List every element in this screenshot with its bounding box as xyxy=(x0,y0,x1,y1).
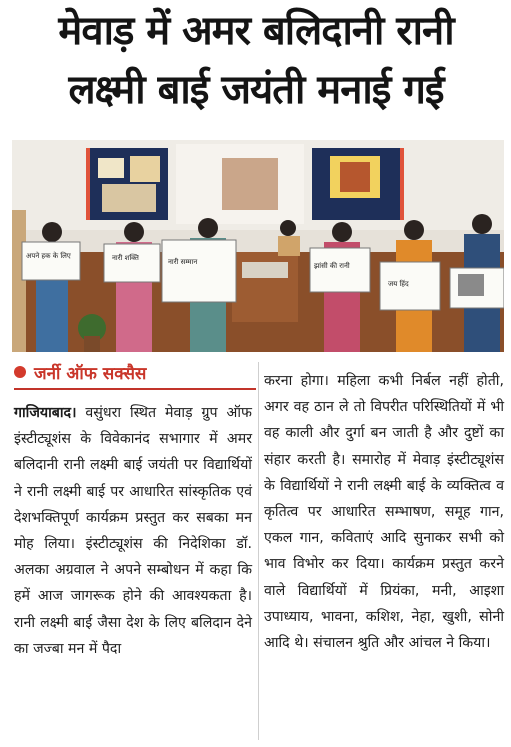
kicker-underline xyxy=(14,388,256,390)
article-body-2: करना होगा। महिला कभी निर्बल नहीं होती, अगर वह ठान ले तो विपरीत परिस्थितियों में भी वह काली और दुर्गा बन जाती है और दुष्टों का संहार करती है। समारोह में मेवाड़ इंस्टीट्यूशंस के विद्यार्थियों ने रानी लक्ष्मी बाई के व्यक्तित्व व कृतित्व पर आधारित सम्भाषण, समूह गान, एकल गान, कविताएं आदि सुनाकर सभी को भाव विभोर कर दिया। कार्यक्रम प्रस्तुत करने वाले विद्यार्थियों में प्रियंका, मनी, आइशा उपाध्याय, भावना, कशिश, नेहा, खुशी, सोनी आदि थे। संचालन श्रुति और आंचल ने किया। xyxy=(264,373,504,652)
article-paragraph-1 xyxy=(14,400,252,662)
section-kicker xyxy=(14,360,264,384)
placard-3-text: नारी सम्मान xyxy=(168,258,198,266)
news-photo xyxy=(12,140,504,352)
headline-line-2: लक्ष्मी बाई जयंती मनाई गई xyxy=(68,67,444,113)
placard-1-text: अपने हक के लिए xyxy=(26,252,71,260)
placard-2-text: नारी शक्ति xyxy=(112,254,139,262)
photo-illustration xyxy=(12,140,504,352)
bullet-dot-icon xyxy=(14,366,26,378)
article-column-2 xyxy=(264,368,504,656)
placard-4-text: झांसी की रानी xyxy=(314,262,350,270)
headline xyxy=(12,2,500,120)
kicker-label: जर्नी ऑफ सक्सैस xyxy=(34,363,147,384)
dateline: गाजियाबाद। xyxy=(14,405,77,421)
article-body-1: वसुंधरा स्थित मेवाड़ ग्रुप ऑफ इंस्टीट्यूशंस के विवेकानंद सभागार में अमर बलिदानी रानी लक्ष्मी बाई जयंती पर विद्यार्थियों ने रानी लक्ष्मी बाई पर आधारित सांस्कृतिक एवं देशभक्तिपूर्ण कार्यक्रम प्रस्तुत कर सबका मन मोह लिया। इंस्टीट्यूशंस की निदेशिका डॉ. अलका अग्रवाल ने अपने सम्बोधन में कहा कि हमें आज जागरूक होने की आवश्यकता है। रानी लक्ष्मी बाई जैसा देश के लिए बलिदान देने का जज्बा मन में पैदा xyxy=(14,405,252,657)
headline-line-1: मेवाड़ में अमर बलिदानी रानी xyxy=(58,8,454,54)
column-divider xyxy=(258,362,259,740)
article-column-1 xyxy=(14,400,252,662)
placard-5-text: जय हिंद xyxy=(388,280,409,288)
